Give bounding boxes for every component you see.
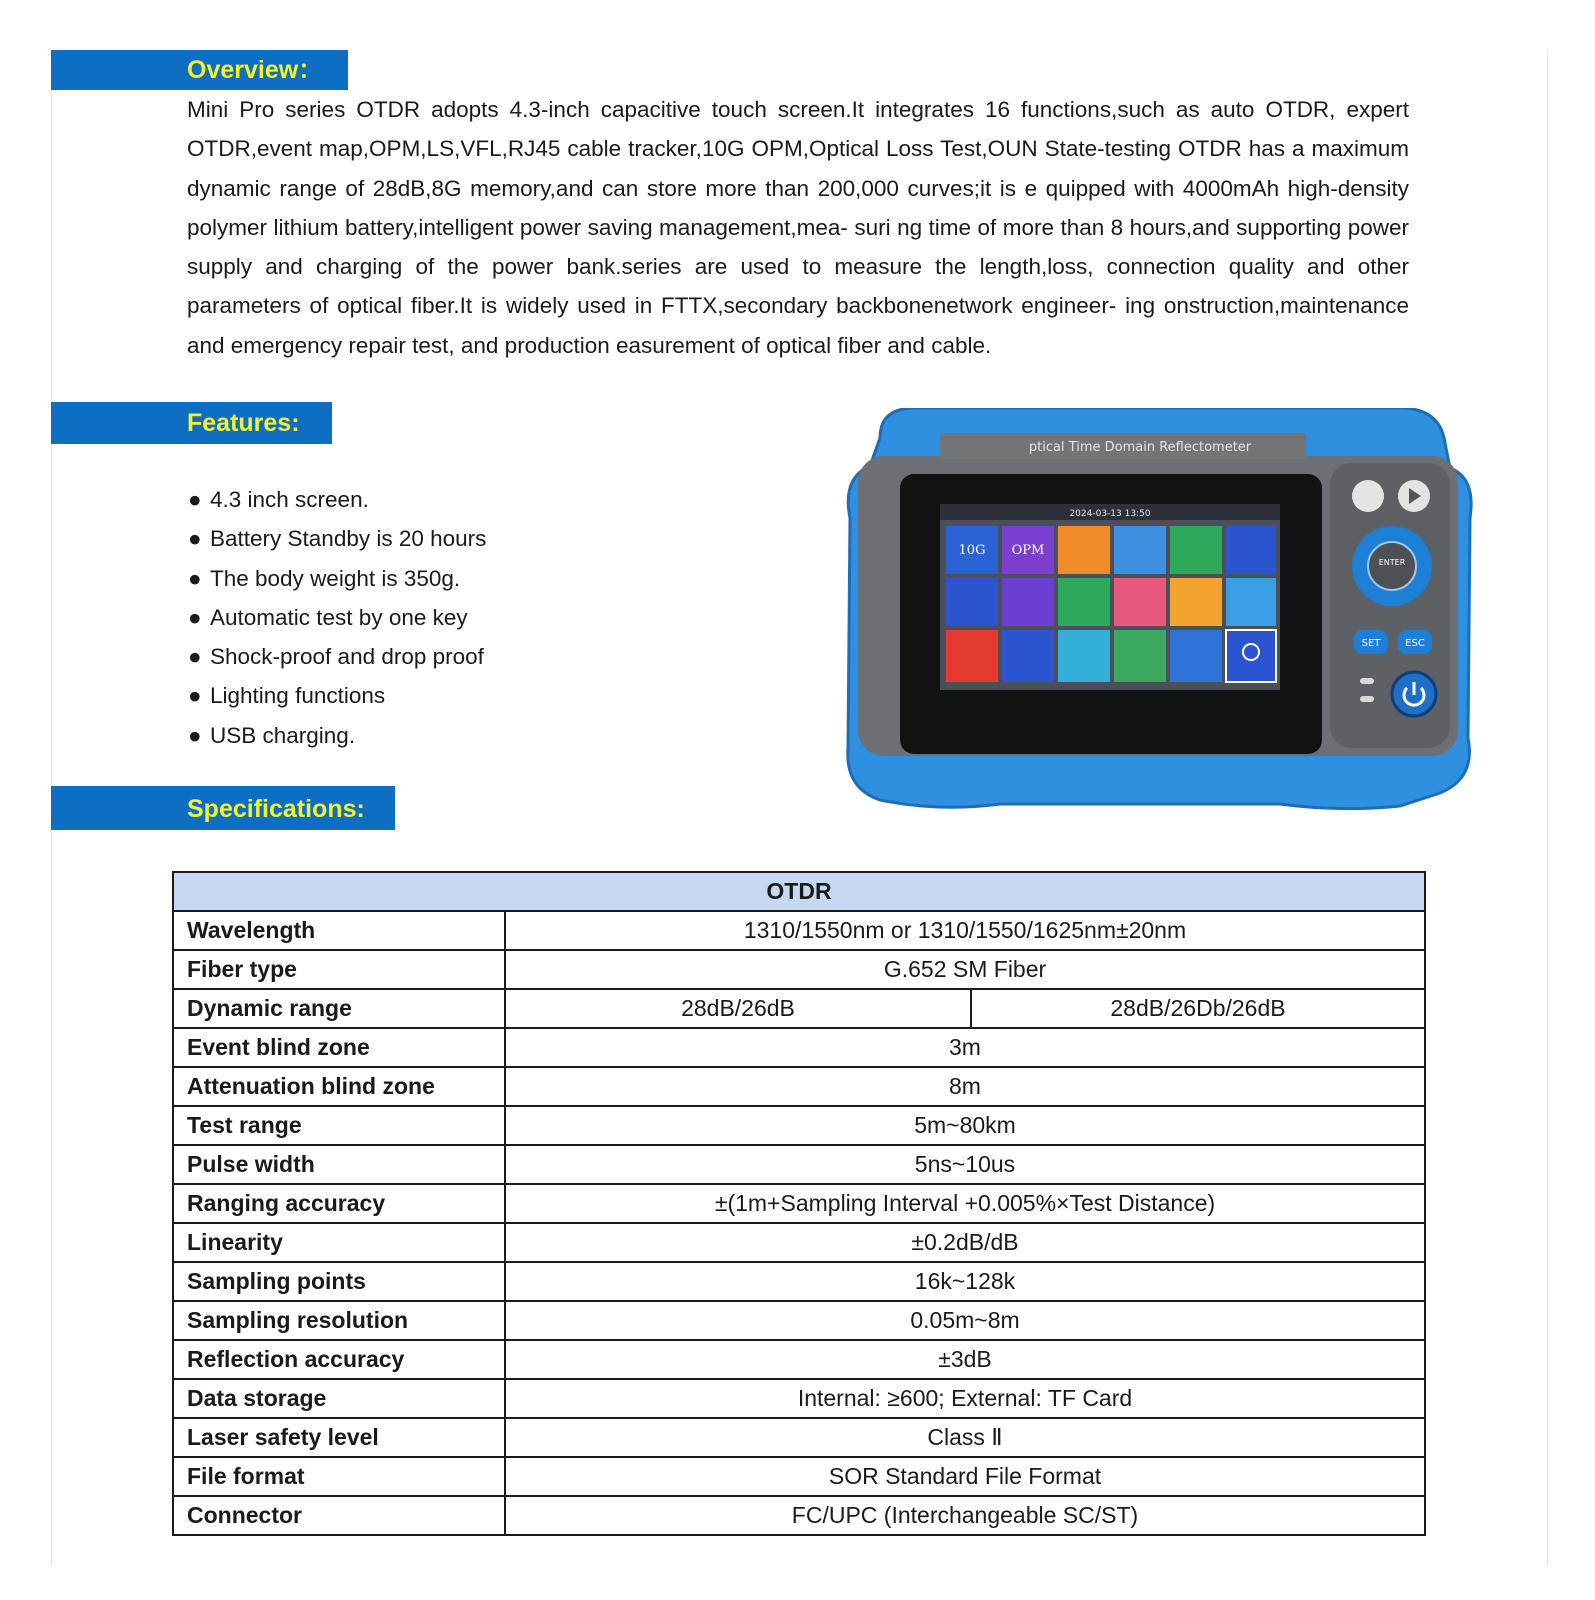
bullet-icon: ● (188, 565, 202, 591)
spec-label: Sampling points (173, 1262, 505, 1301)
spec-value: ±(1m+Sampling Interval +0.005%×Test Distance) (505, 1184, 1425, 1223)
table-row (173, 1106, 1425, 1145)
table-row (173, 1418, 1425, 1457)
tile-search (1170, 630, 1222, 682)
table-title: OTDR (173, 872, 1425, 911)
spec-value: 3m (505, 1028, 1425, 1067)
table-header-row (173, 872, 1425, 911)
spec-label: Linearity (173, 1223, 505, 1262)
esc-button-label: ESC (1405, 638, 1425, 649)
spec-value: 0.05m~8m (505, 1301, 1425, 1340)
otdr-device-image (840, 408, 1476, 812)
list-item: ● Lighting functions (188, 676, 486, 715)
tile-rj45 (946, 578, 998, 626)
tile-files (1114, 630, 1166, 682)
tile-ons (1226, 578, 1276, 626)
tile-opm-label: OPM (1011, 543, 1045, 558)
tile-light-source (1002, 630, 1054, 682)
spec-value: G.652 SM Fiber (505, 950, 1425, 989)
tile-expert-otdr (1114, 526, 1166, 574)
spec-value: FC/UPC (Interchangeable SC/ST) (505, 1496, 1425, 1535)
list-item: ● The body weight is 350g. (188, 559, 486, 598)
fan-button (1352, 480, 1384, 512)
spec-label: Reflection accuracy (173, 1340, 505, 1379)
spec-value: 1310/1550nm or 1310/1550/1625nm±20nm (505, 911, 1425, 950)
spec-label: Ranging accuracy (173, 1184, 505, 1223)
overview-paragraph: Mini Pro series OTDR adopts 4.3-inch capacitive touch screen.It integrates 16 functions,such as auto OTDR, expert OTDR,event map,OPM,LS,VFL,RJ45 cable tracker,10G OPM,Optical Loss Test,OUN State-testing OTDR has a maximum dynamic range of 28dB,8G memory,and can store more than 200,000 curves;it is e quipped with 4000mAh high-density polymer lithium battery,intelligent power saving management,mea- suri ng time of more than 8 hours,and supporting power supply and charging of the power bank.series are used to measure the length,loss, connection quality and other parameters of optical fiber.It is widely used in FTTX,secondary backbonenetwork engineer- ing onstruction,maintenance and emergency repair test, and production easurement of optical fiber and cable. (187, 97, 1409, 358)
spec-value: 28dB/26Db/26dB (971, 989, 1425, 1028)
spec-label: Wavelength (173, 911, 505, 950)
tile-rj45-tracker (1002, 578, 1054, 626)
list-item: ● Battery Standby is 20 hours (188, 519, 486, 558)
table-row (173, 1145, 1425, 1184)
tile-storage (1170, 578, 1222, 626)
spec-label: Data storage (173, 1379, 505, 1418)
device-banner-text: ptical Time Domain Reflectometer (1028, 440, 1252, 455)
spec-value: Class Ⅱ (505, 1418, 1425, 1457)
table-row (173, 989, 1425, 1028)
spec-value: 28dB/26dB (505, 989, 971, 1028)
table-row (173, 1301, 1425, 1340)
spec-label: Sampling resolution (173, 1301, 505, 1340)
spec-label: Test range (173, 1106, 505, 1145)
tile-ls (1226, 526, 1276, 574)
table-row (173, 1379, 1425, 1418)
table-row (173, 1028, 1425, 1067)
led-indicator (1360, 678, 1374, 684)
spec-value: 5ns~10us (505, 1145, 1425, 1184)
spec-value: ±0.2dB/dB (505, 1223, 1425, 1262)
table-row (173, 1223, 1425, 1262)
tile-10g-label: 10G (958, 543, 986, 558)
tile-tools (1058, 630, 1110, 682)
tile-vfl (946, 630, 998, 682)
status-bar-time: 2024-03-13 13:50 (1069, 509, 1151, 519)
table-row (173, 911, 1425, 950)
spec-label: Pulse width (173, 1145, 505, 1184)
tile-settings (1226, 630, 1276, 682)
spec-label: Dynamic range (173, 989, 505, 1028)
bullet-icon: ● (188, 487, 202, 512)
spec-value: SOR Standard File Format (505, 1457, 1425, 1496)
overview-heading: Overview： (51, 50, 348, 90)
bullet-icon: ● (188, 644, 202, 670)
table-row (173, 1184, 1425, 1223)
spec-label: Laser safety level (173, 1418, 505, 1457)
list-item: ● Shock-proof and drop proof (188, 637, 486, 676)
bullet-icon: ● (188, 683, 202, 709)
set-button-label: SET (1361, 638, 1381, 649)
table-row (173, 1496, 1425, 1535)
list-item: ● USB charging. (188, 716, 486, 755)
tile-inspect (1058, 578, 1110, 626)
list-item: ● 4.3 inch screen. (188, 480, 486, 519)
bullet-icon: ● (188, 526, 202, 552)
spec-label: Fiber type (173, 950, 505, 989)
spec-label: Event blind zone (173, 1028, 505, 1067)
tile-event-map (1170, 526, 1222, 574)
spec-value: 5m~80km (505, 1106, 1425, 1145)
spec-label: File format (173, 1457, 505, 1496)
spec-label: Attenuation blind zone (173, 1067, 505, 1106)
table-row (173, 1340, 1425, 1379)
list-item: ● Automatic test by one key (188, 598, 486, 637)
spec-value: 8m (505, 1067, 1425, 1106)
spec-value: 16k~128k (505, 1262, 1425, 1301)
table-row (173, 1262, 1425, 1301)
features-heading: Features: (51, 402, 332, 444)
table-row (173, 950, 1425, 989)
bullet-icon: ● (188, 604, 202, 630)
tile-auto-otdr (1058, 526, 1110, 574)
led-indicator (1360, 696, 1374, 702)
spec-table (172, 871, 1426, 1536)
enter-button-label: ENTER (1378, 558, 1406, 567)
spec-label: Connector (173, 1496, 505, 1535)
table-row (173, 1067, 1425, 1106)
table-row (173, 1457, 1425, 1496)
feature-list (188, 480, 486, 755)
spec-value: ±3dB (505, 1340, 1425, 1379)
specifications-heading: Specifications: (51, 786, 395, 830)
spec-value: Internal: ≥600; External: TF Card (505, 1379, 1425, 1418)
tile-loss (1114, 578, 1166, 626)
bullet-icon: ● (188, 722, 202, 748)
